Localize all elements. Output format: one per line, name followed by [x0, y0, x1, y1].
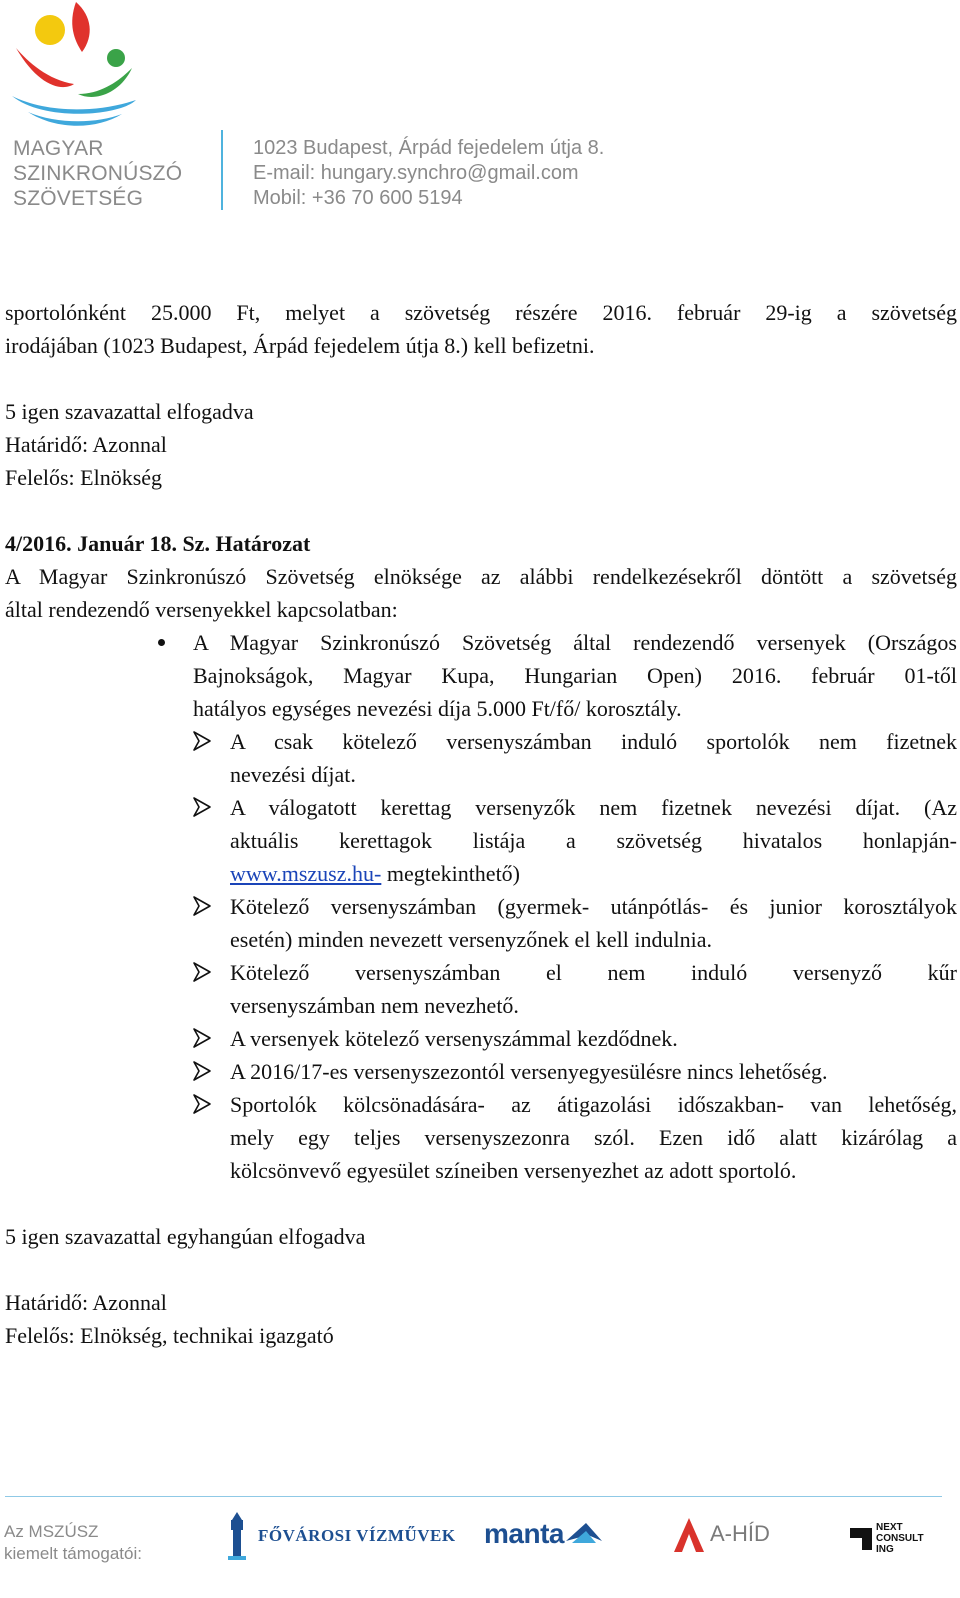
sponsors-label-line: Az MSZÚSZ — [4, 1522, 99, 1541]
arrow-list-item — [5, 1022, 957, 1055]
list-line-text: megtekinthető) — [381, 861, 521, 886]
list-line: aktuális kerettagok listája a szövetség hivatalos honlapján- — [230, 828, 957, 853]
list-line: versenyszámban nem nevezhető. — [230, 993, 519, 1018]
list-line: A válogatott kerettag versenyzők nem fizetnek nevezési díjat. (Az — [230, 795, 957, 820]
arrow-bullet-icon — [192, 1093, 212, 1115]
resolution-title: 4/2016. Január 18. Sz. Határozat — [5, 531, 311, 556]
arrow-bullet-icon — [192, 961, 212, 983]
org-name-line: MAGYAR — [13, 137, 104, 160]
sponsor-name-line: CONSULT — [876, 1532, 924, 1544]
responsible: Felelős: Elnökség, technikai igazgató — [5, 1323, 334, 1348]
sponsor-name-line: NEXT — [876, 1521, 903, 1533]
paragraph-line: által rendezendő versenyekkel kapcsolatban: — [5, 597, 398, 622]
sponsor-name — [876, 1522, 924, 1555]
vote-result: 5 igen szavazattal elfogadva — [5, 399, 254, 424]
list-line: kölcsönvevő egyesület színeiben versenyezhet az adott sportoló. — [230, 1158, 797, 1183]
sponsors-label-line: kiemelt támogatói: — [4, 1544, 142, 1563]
list-line: mely egy teljes versenyszezonra szól. Ezen idő alatt kizárólag a — [230, 1125, 957, 1150]
vote-result: 5 igen szavazattal egyhangúan elfogadva — [5, 1224, 366, 1249]
footer-divider — [5, 1496, 942, 1497]
arrow-list-item — [5, 725, 957, 791]
sponsor-name-line: ING — [876, 1543, 894, 1555]
sponsor-name: manta — [484, 1518, 564, 1549]
deadline: Határidő: Azonnal — [5, 1290, 167, 1315]
arrow-list-item — [5, 1088, 957, 1187]
list-line: A 2016/17-es versenyszezontól versenyegyesülésre nincs lehetőség. — [230, 1059, 828, 1084]
sponsor-name: A-HÍD — [710, 1521, 770, 1546]
sponsor-manta — [484, 1514, 604, 1554]
list-line — [230, 857, 957, 890]
bullet-line: A Magyar Szinkronúszó Szövetség által rendezendő versenyek (Országos — [193, 630, 957, 655]
org-name-line: SZINKRONÚSZÓ — [13, 162, 183, 185]
list-line: Kötelező versenyszámban (gyermek- utánpótlás- és junior korosztályok — [230, 894, 957, 919]
list-line: Sportolók kölcsönadására- az átigazolási időszakban- van lehetőség, — [230, 1092, 957, 1117]
website-link[interactable]: www.mszusz.hu- — [230, 861, 382, 886]
arrow-bullet-icon — [192, 730, 212, 752]
responsible: Felelős: Elnökség — [5, 465, 163, 490]
next-consulting-logo-icon — [848, 1524, 874, 1552]
arrow-list-item — [5, 791, 957, 890]
sponsor-fovarosi-vizmuvek — [222, 1510, 456, 1562]
list-line: Kötelező versenyszámban el nem induló versenyző kűr — [230, 960, 957, 985]
arrow-bullet-icon — [192, 1060, 212, 1082]
bullet-line: hatályos egységes nevezési díja 5.000 Ft/fő/ korosztály. — [193, 696, 682, 721]
list-line: esetén) minden nevezett versenyzőnek el kell indulnia. — [230, 927, 712, 952]
deadline: Határidő: Azonnal — [5, 432, 167, 457]
sponsor-a-hid — [672, 1512, 770, 1556]
contact-block — [253, 136, 604, 211]
paragraph-line: A Magyar Szinkronúszó Szövetség elnöksége az alábbi rendelkezésekről döntött a szövetség — [5, 564, 957, 589]
a-hid-logo-icon — [672, 1514, 706, 1554]
list-line: nevezési díjat. — [230, 762, 356, 787]
arrow-list-item — [5, 1055, 957, 1088]
bullet-item — [5, 626, 957, 725]
email-text: E-mail: hungary.synchro@gmail.com — [253, 162, 579, 184]
arrow-bullet-icon — [192, 1027, 212, 1049]
federation-logo-icon — [4, 0, 144, 130]
list-line: A csak kötelező versenyszámban induló sportolók nem fizetnek — [230, 729, 957, 754]
arrow-bullet-icon — [192, 895, 212, 917]
paragraph-line: sportolónként 25.000 Ft, melyet a szövetség részére 2016. február 29-ig a szövetség — [5, 300, 957, 325]
arrow-list-item — [5, 956, 957, 1022]
list-line: A versenyek kötelező versenyszámmal kezdődnek. — [230, 1026, 678, 1051]
sponsors-label — [4, 1521, 142, 1565]
sponsor-name: FŐVÁROSI VÍZMŰVEK — [258, 1526, 456, 1545]
header-divider — [221, 130, 223, 210]
arrow-bullet-icon — [192, 796, 212, 818]
mobile-text: Mobil: +36 70 600 5194 — [253, 187, 463, 209]
water-tower-icon — [222, 1510, 252, 1562]
bullet-line: Bajnokságok, Magyar Kupa, Hungarian Open) 2016. február 01-től — [193, 663, 957, 688]
document-body — [5, 296, 957, 1352]
org-name — [13, 136, 182, 211]
address-text: 1023 Budapest, Árpád fejedelem útja 8. — [253, 137, 605, 159]
bullet-icon — [158, 639, 165, 646]
sponsor-next-consulting — [848, 1518, 924, 1558]
org-name-line: SZÖVETSÉG — [13, 187, 144, 210]
manta-ray-icon — [564, 1519, 604, 1549]
arrow-list-item — [5, 890, 957, 956]
paragraph-line: irodájában (1023 Budapest, Árpád fejedelem útja 8.) kell befizetni. — [5, 333, 595, 358]
